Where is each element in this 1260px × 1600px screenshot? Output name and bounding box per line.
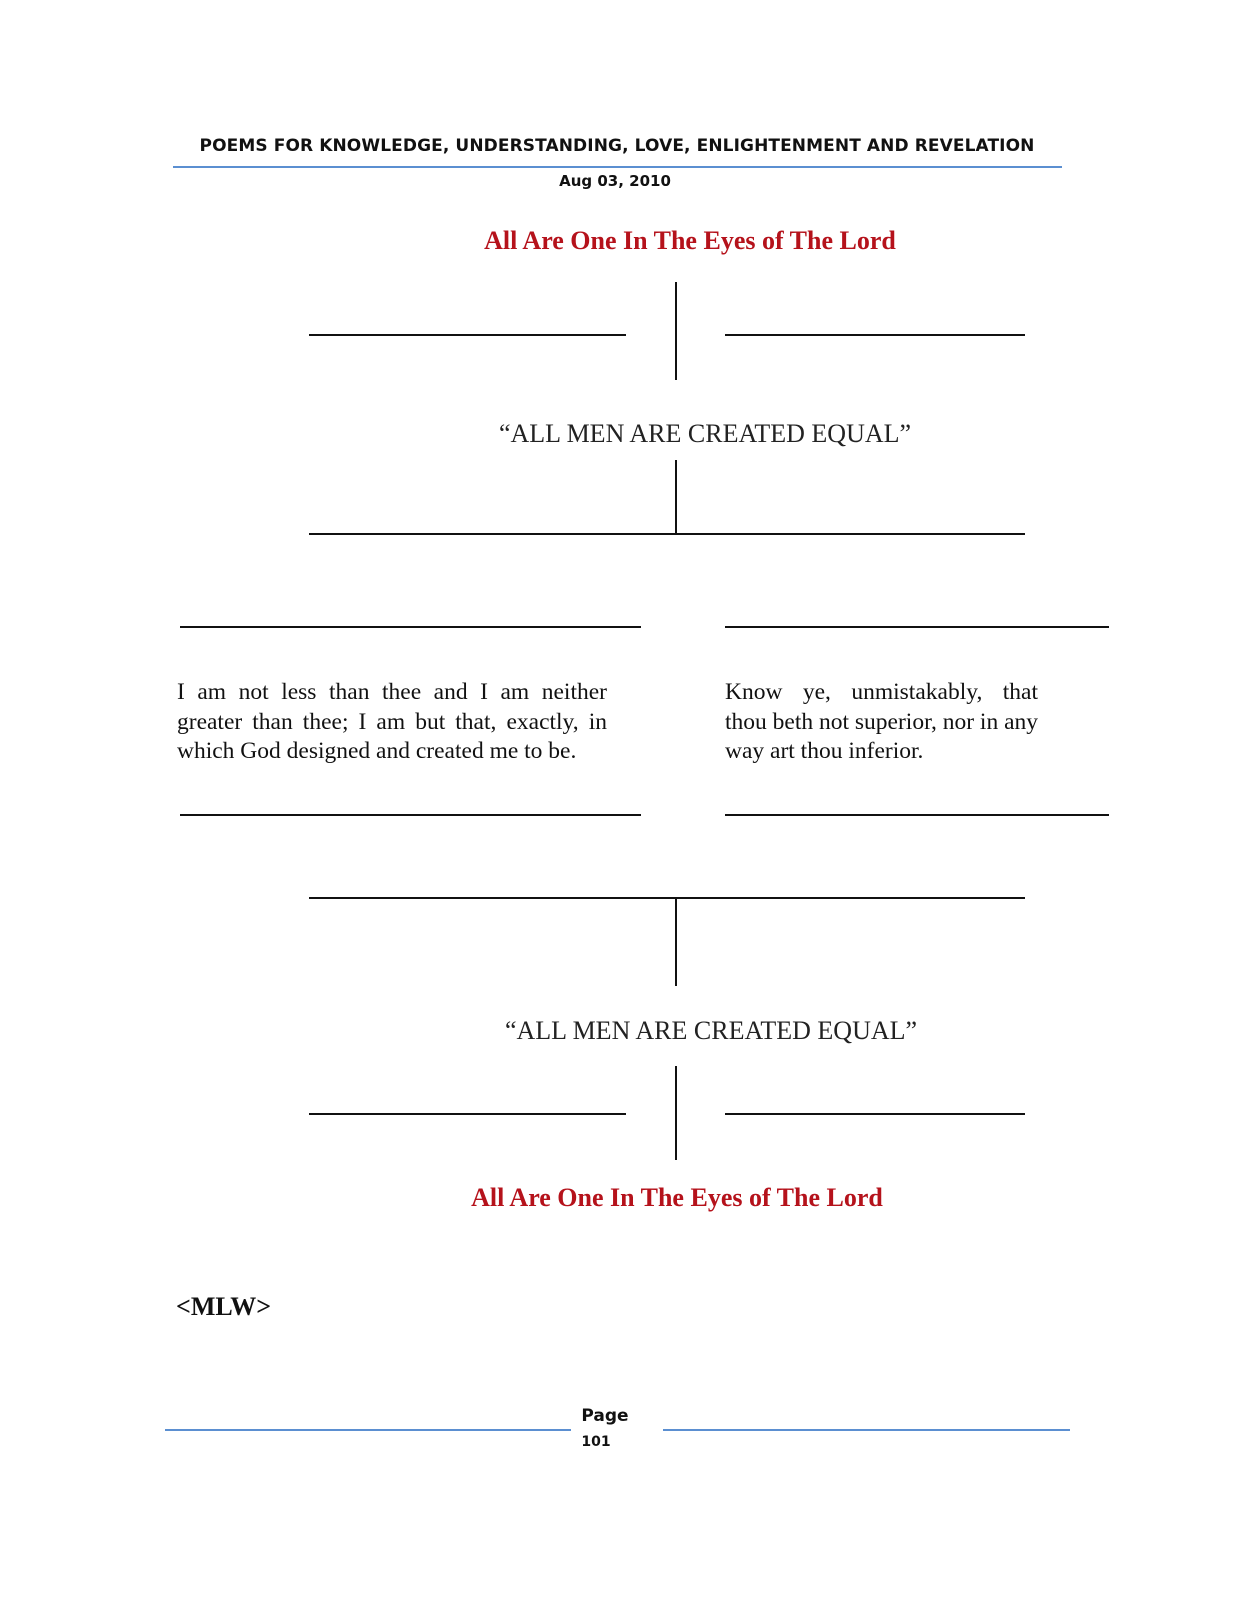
signature: <MLW>: [176, 1292, 272, 1321]
footer-rule: [663, 1429, 1070, 1431]
header-rule: [173, 166, 1062, 168]
page-label: Page: [581, 1406, 629, 1426]
divider-line: [309, 334, 626, 336]
divider-line: [725, 626, 1109, 628]
divider-line: [675, 1066, 677, 1160]
refrain-text: “ALL MEN ARE CREATED EQUAL”: [504, 1016, 918, 1045]
page-number: 101: [581, 1434, 611, 1450]
footer-rule: [165, 1429, 571, 1431]
divider-line: [180, 626, 641, 628]
divider-line: [725, 1113, 1025, 1115]
divider-line: [309, 533, 1025, 535]
divider-line: [309, 1113, 626, 1115]
divider-line: [675, 282, 677, 380]
poem-title: All Are One In The Eyes of The Lord: [484, 226, 896, 255]
closing-title: All Are One In The Eyes of The Lord: [471, 1183, 883, 1212]
divider-line: [725, 334, 1025, 336]
poem-date: Aug 03, 2010: [559, 172, 671, 190]
stanza-right: Know ye, unmistakably, that thou beth not superior, nor in any way art thou inferior.: [725, 679, 1038, 764]
running-header: POEMS FOR KNOWLEDGE, UNDERSTANDING, LOVE, ENLIGHTENMENT AND REVELATION: [199, 136, 1035, 156]
divider-line: [725, 814, 1109, 816]
divider-line: [309, 897, 1025, 899]
divider-line: [675, 460, 677, 534]
stanza-left: I am not less than thee and I am neither greater than thee; I am but that, exactly, in which God designed and created me to be.: [177, 679, 607, 764]
refrain-text: “ALL MEN ARE CREATED EQUAL”: [498, 419, 912, 448]
divider-line: [675, 898, 677, 986]
divider-line: [180, 814, 641, 816]
